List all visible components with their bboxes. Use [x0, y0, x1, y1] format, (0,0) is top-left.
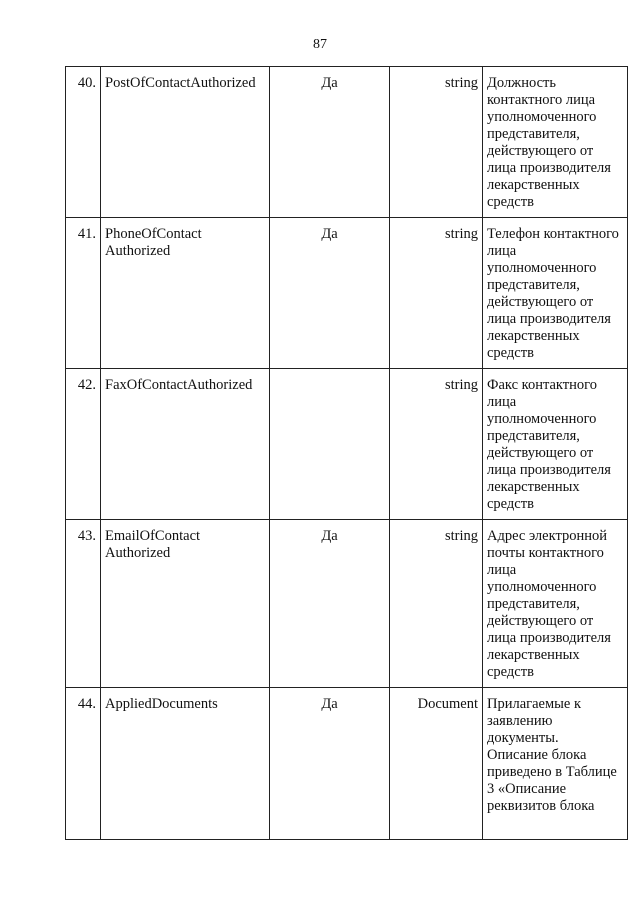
description-cell: Телефон контактного лица уполномоченного представителя, действующего от лица производителя лекарственных средств [483, 218, 628, 369]
table-row [66, 520, 628, 688]
field-name-cell: PostOfContactAuthorized [101, 67, 270, 218]
page-number: 87 [313, 37, 327, 52]
field-name-cell: FaxOfContactAuthorized [101, 369, 270, 520]
table-row [66, 369, 628, 520]
data-type-cell: string [390, 369, 483, 520]
field-name-cell: AppliedDocuments [101, 688, 270, 840]
row-number-cell: 44. [66, 688, 101, 840]
field-name-cell: EmailOfContact Authorized [101, 520, 270, 688]
required-cell: Да [270, 218, 390, 369]
data-type-cell: Document [390, 688, 483, 840]
data-type-cell: string [390, 67, 483, 218]
required-cell [270, 369, 390, 520]
data-type-cell: string [390, 218, 483, 369]
description-cell: Адрес электронной почты контактного лица уполномоченного представителя, действующего от лица производителя лекарственных средств [483, 520, 628, 688]
row-number-cell: 42. [66, 369, 101, 520]
description-cell: Прилагаемые к заявлению документы. Описание блока приведено в Таблице 3 «Описание реквизитов блока [483, 688, 628, 840]
description-cell: Факс контактного лица уполномоченного представителя, действующего от лица производителя лекарственных средств [483, 369, 628, 520]
row-number-cell: 40. [66, 67, 101, 218]
data-type-cell: string [390, 520, 483, 688]
row-number-cell: 41. [66, 218, 101, 369]
required-cell: Да [270, 67, 390, 218]
required-cell: Да [270, 688, 390, 840]
table-row [66, 67, 628, 218]
row-number-cell: 43. [66, 520, 101, 688]
description-cell: Должность контактного лица уполномоченного представителя, действующего от лица производителя лекарственных средств [483, 67, 628, 218]
table-row [66, 218, 628, 369]
field-name-cell: PhoneOfContact Authorized [101, 218, 270, 369]
required-cell: Да [270, 520, 390, 688]
table-row [66, 688, 628, 840]
requisites-table [65, 66, 628, 840]
